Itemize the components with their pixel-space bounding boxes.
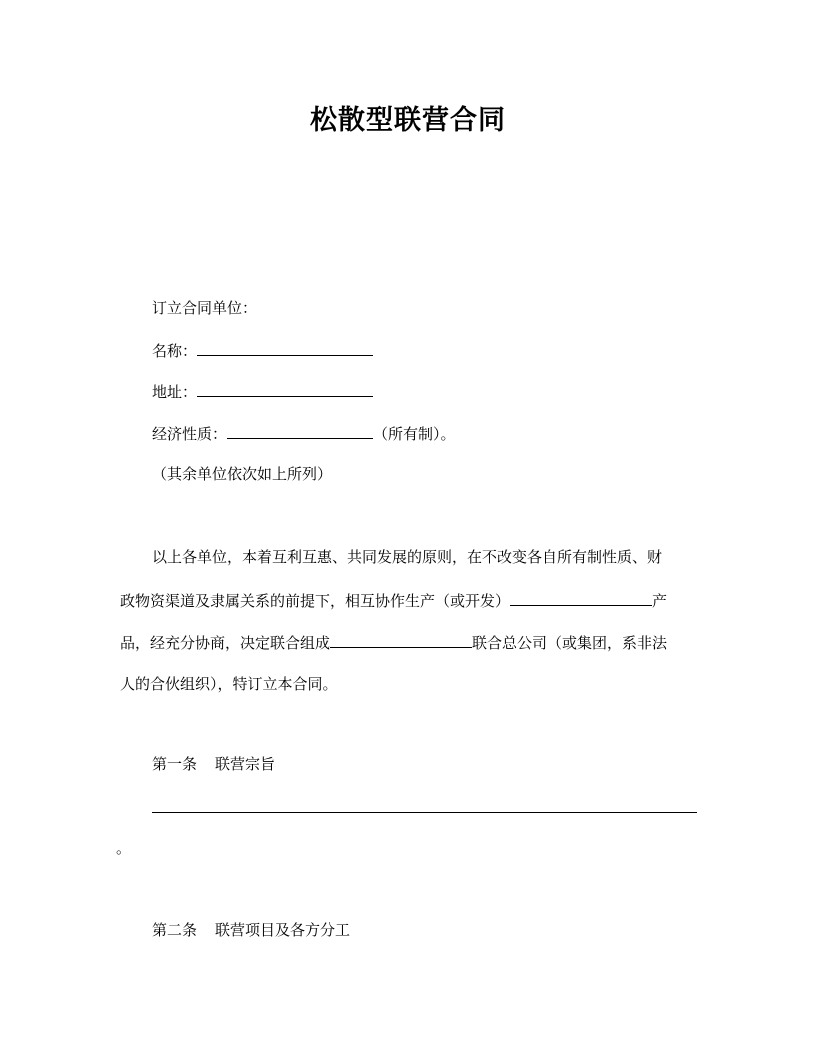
parties-heading: 订立合同单位： (152, 299, 258, 317)
article-1-heading (152, 754, 275, 774)
preamble-line-2 (120, 590, 667, 611)
preamble-line-3-prefix: 品，经充分协商，决定联合组成 (120, 634, 331, 652)
article-1-number: 第一条 (152, 755, 198, 773)
nature-row (152, 423, 456, 444)
nature-label: 经济性质： (152, 425, 228, 443)
article-2-number: 第二条 (152, 921, 198, 939)
article-1-blank[interactable] (152, 812, 697, 813)
address-label: 地址： (152, 383, 198, 401)
nature-suffix: （所有制）。 (373, 425, 456, 443)
document-title: 松散型联营合同 (310, 105, 506, 136)
article-1-end-mark: 。 (116, 839, 132, 857)
preamble-line-1: 以上各单位，本着互利互惠、共同发展的原则，在不改变各自所有制性质、财 (152, 548, 663, 566)
preamble-line-3 (120, 632, 667, 653)
name-blank[interactable] (197, 340, 373, 356)
preamble-line-3-suffix: 联合总公司（或集团，系非法 (472, 634, 668, 652)
name-row (152, 340, 373, 361)
name-label: 名称： (152, 342, 198, 360)
parties-note: （其余单位依次如上所列） (152, 465, 333, 483)
article-2-heading (152, 920, 350, 940)
company-name-blank[interactable] (330, 632, 472, 648)
preamble-line-2-prefix: 政物资渠道及隶属关系的前提下，相互协作生产（或开发） (120, 592, 511, 610)
preamble-line-4: 人的合伙组织），特订立本合同。 (120, 675, 338, 693)
address-blank[interactable] (197, 381, 373, 397)
address-row (152, 381, 373, 402)
article-2-title: 联营项目及各方分工 (215, 921, 351, 939)
preamble-line-2-suffix: 产 (652, 592, 668, 610)
nature-blank[interactable] (227, 423, 373, 439)
article-1-title: 联营宗旨 (215, 755, 276, 773)
product-blank[interactable] (510, 590, 652, 606)
